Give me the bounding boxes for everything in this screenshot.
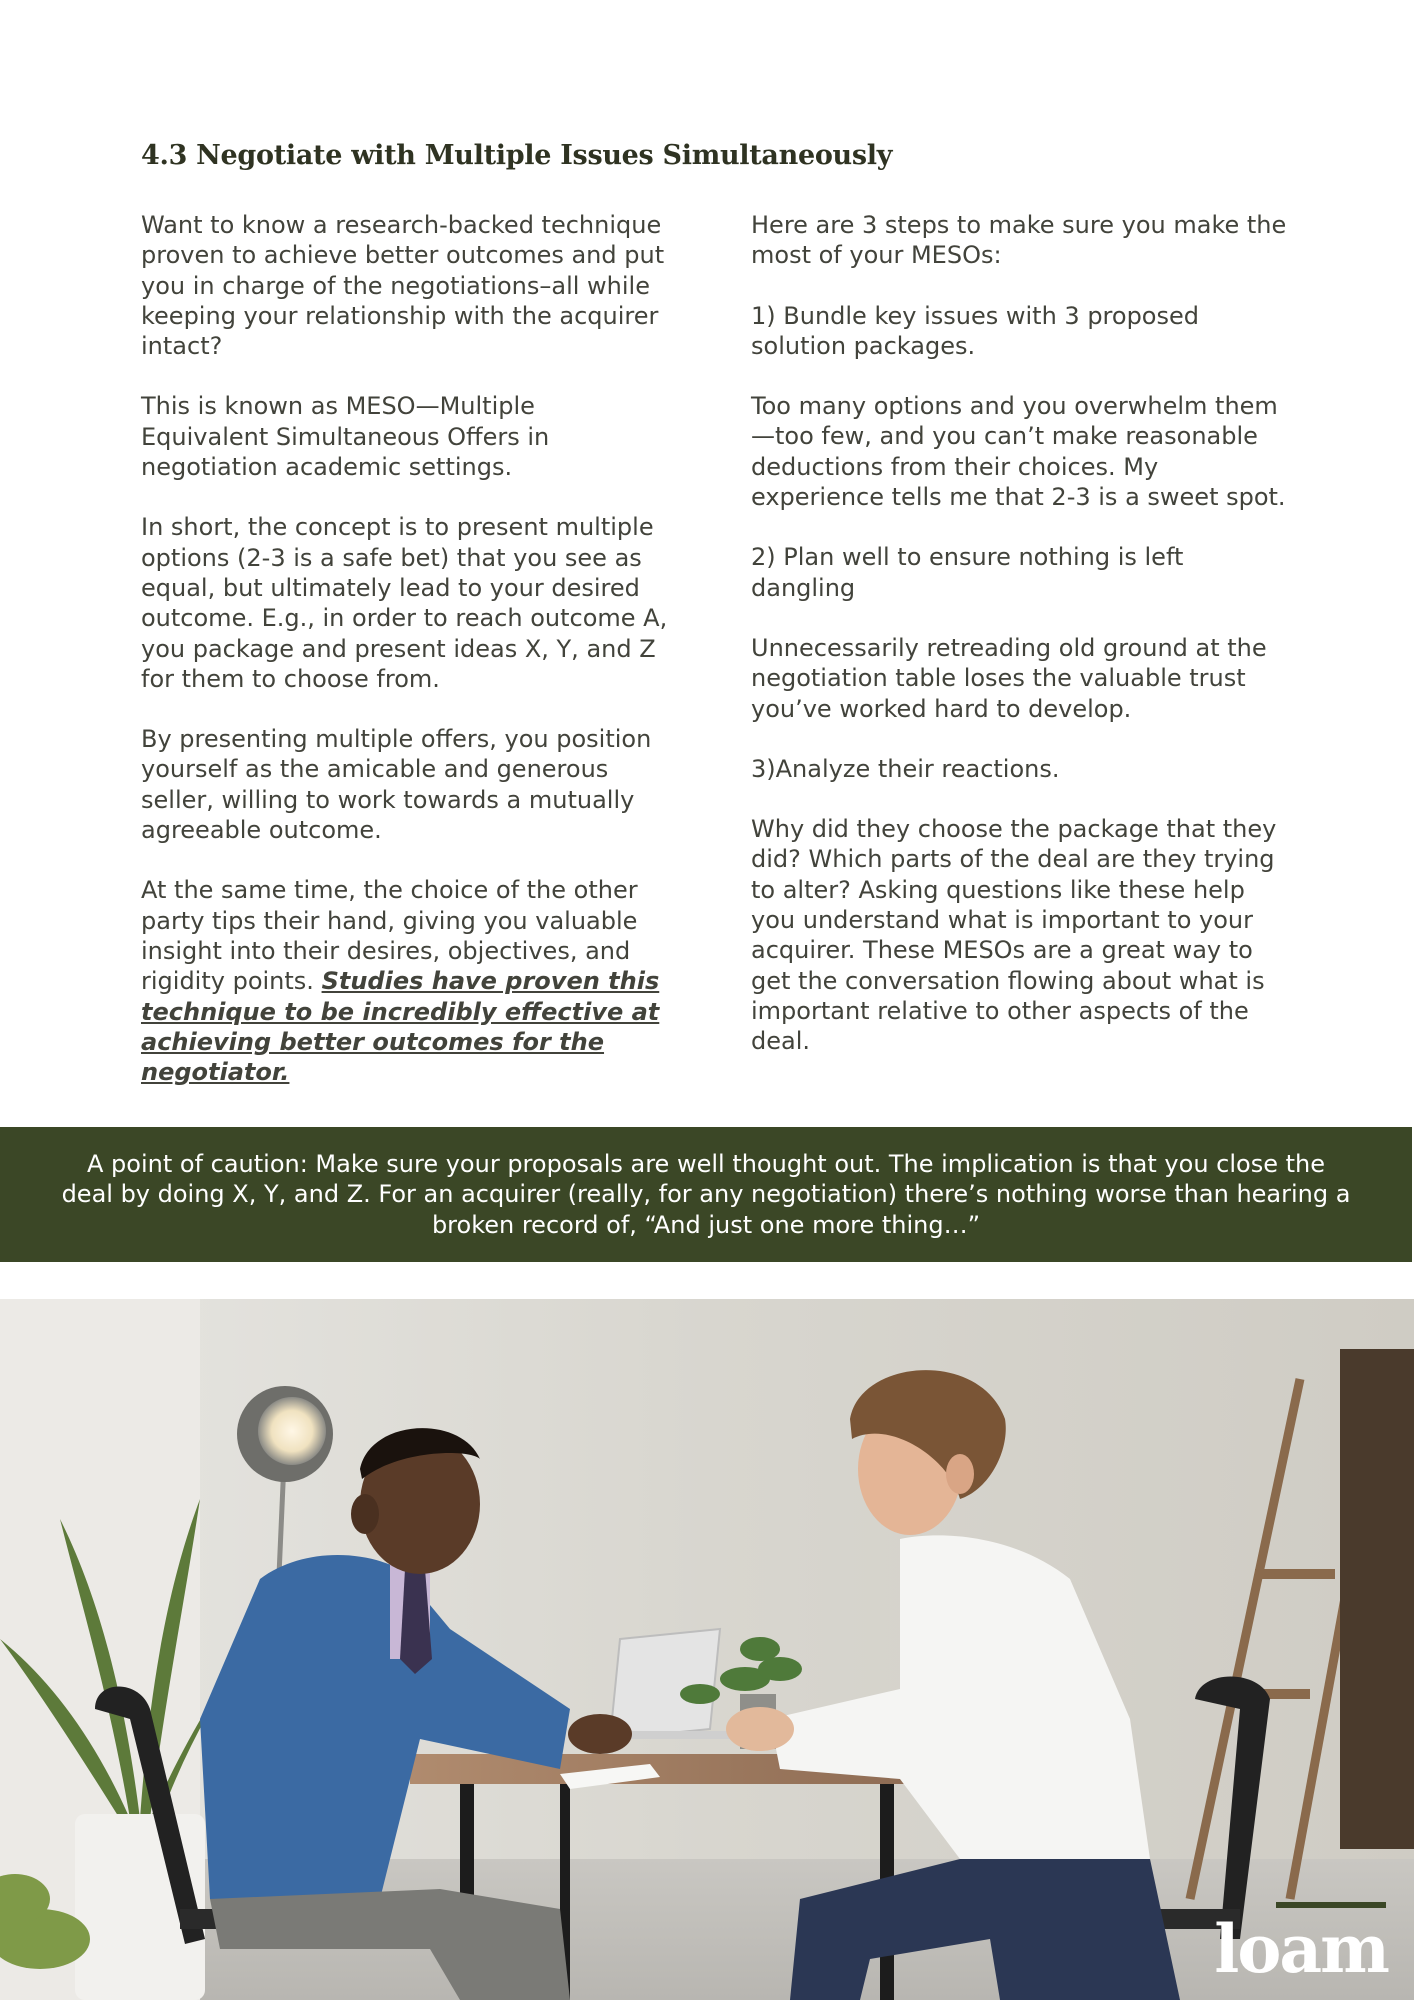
logo-accent-bar	[1276, 1902, 1386, 1908]
right-column	[751, 210, 1291, 1087]
loam-logo: loam	[1214, 1910, 1388, 1988]
left-column	[141, 210, 669, 1117]
section-heading: 4.3 Negotiate with Multiple Issues Simultaneously	[141, 140, 893, 171]
paragraph-intro: Want to know a research-backed technique proven to achieve better outcomes and put you in charge of the negotiations–all while keeping your relationship with the acquirer intact?	[141, 211, 665, 361]
step-1-body: Too many options and you overwhelm them—too few, and you can’t make reasonable deductions from their choices. My experience tells me that 2-3 is a sweet spot.	[751, 392, 1286, 512]
paragraph-position: By presenting multiple offers, you position yourself as the amicable and generous seller, willing to work towards a mutually agreeable outcome.	[141, 725, 652, 845]
caution-banner	[0, 1127, 1412, 1262]
step-3-body: Why did they choose the package that they did? Which parts of the deal are they trying to alter? Asking questions like these help you understand what is important to your acquirer. These MESOs are a great way to get the conversation flowing about what is important relative to other aspects of the deal.	[751, 815, 1277, 1056]
paragraph-insight-text: At the same time, the choice of the other party tips their hand, giving you valuable insight into their desires, objectives, and rigidity points.	[141, 876, 638, 996]
step-2-title: 2) Plan well to ensure nothing is left dangling	[751, 543, 1184, 602]
paragraph-concept: In short, the concept is to present multiple options (2-3 is a safe bet) that you see as equal, but ultimately lead to your desired outcome. E.g., in order to reach outcome A, you package and present ideas X, Y, and Z for them to choose from.	[141, 513, 668, 693]
paragraph-meso-definition: This is known as MESO—Multiple Equivalent Simultaneous Offers in negotiation academic settings.	[141, 392, 550, 482]
step-1-title: 1) Bundle key issues with 3 proposed solution packages.	[751, 301, 1199, 360]
paragraph-insight	[141, 875, 669, 1087]
steps-intro: Here are 3 steps to make sure you make the most of your MESOs:	[751, 211, 1287, 270]
step-2-body: Unnecessarily retreading old ground at the negotiation table loses the valuable trust you’ve worked hard to develop.	[751, 633, 1267, 723]
caution-text: A point of caution: Make sure your proposals are well thought out. The implication is that you close the deal by doing X, Y, and Z. For an acquirer (really, for any negotiation) there’s nothing worse than hearing a broken record of, “And just one more thing…”	[61, 1149, 1351, 1239]
studies-link[interactable]: Studies have proven this technique to be incredibly effective at achieving better outcomes for the negotiator.	[141, 967, 660, 1087]
step-3-title: 3)Analyze their reactions.	[751, 754, 1060, 783]
negotiation-photo	[0, 1299, 1414, 2000]
